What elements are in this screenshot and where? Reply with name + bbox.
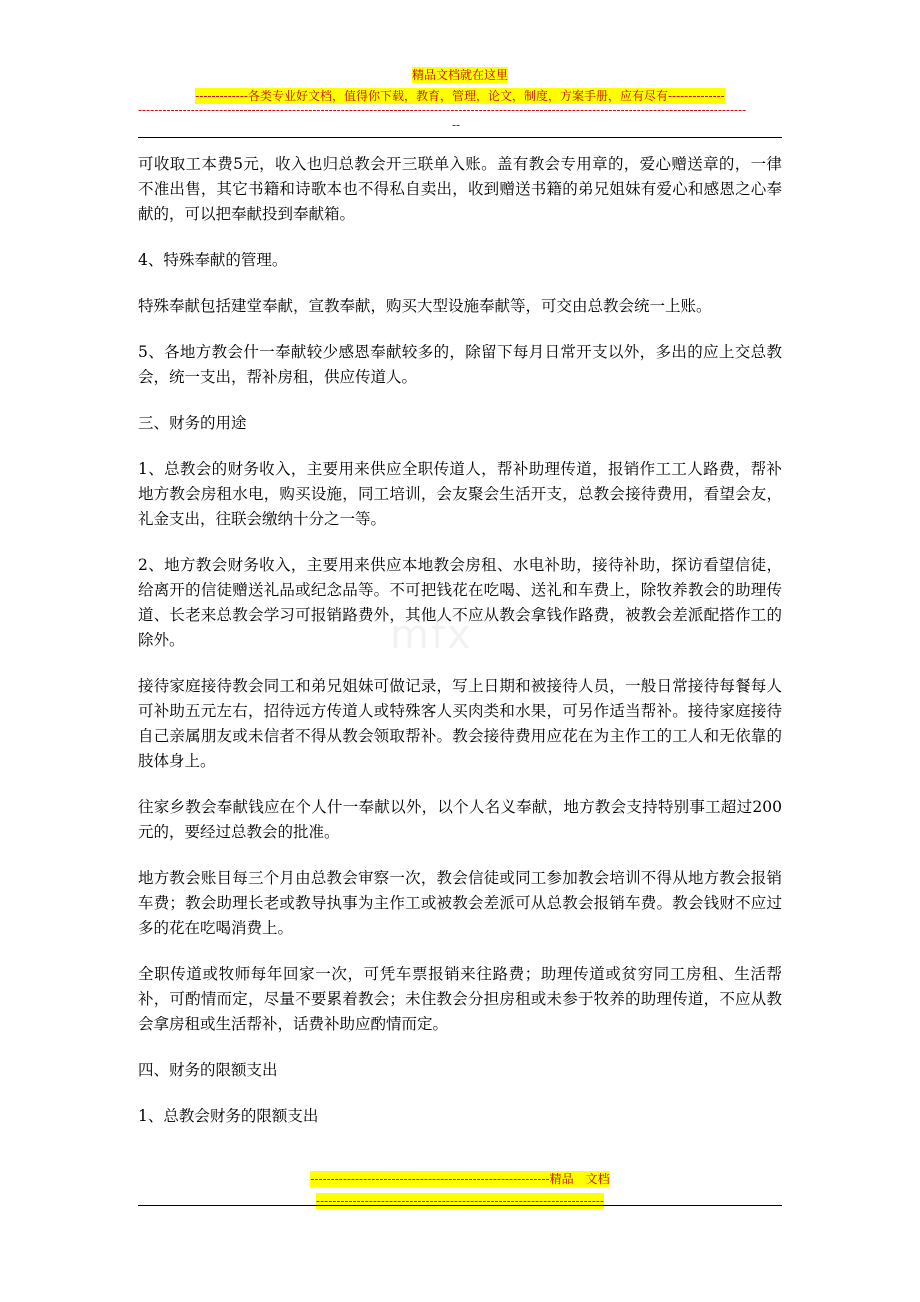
header-rule	[138, 137, 782, 138]
page-footer	[138, 1168, 782, 1209]
paragraph: 接待家庭接待教会同工和弟兄姐妹可做记录，写上日期和被接待人员，一般日常接待每餐每人可补助五元左右，招待远方传道人或特殊客人买肉类和水果，可另作适当帮补。接待家庭接待自己亲属朋友或未信者不得从教会领取帮补。教会接待费用应花在为主作工的工人和无依靠的肢体身上。	[138, 677, 782, 770]
section-heading: 三、财务的用途	[138, 414, 247, 432]
paragraph: 5、各地方教会什一奉献较少感恩奉献较多的，除留下每月日常开支以外，多出的应上交总教会，统一支出，帮补房租，供应传道人。	[138, 343, 782, 386]
paragraph: 往家乡教会奉献钱应在个人什一奉献以外，以个人名义奉献，地方教会支持特别事工超过200元的，要经过总教会的批准。	[138, 798, 782, 841]
paragraph: 全职传道或牧师每年回家一次，可凭车票报销来往路费；助理传道或贫穷同工房租、生活帮补，可酌情而定，尽量不要累着教会；未住教会分担房租或未参于牧养的助理传道，不应从教会拿房租或生活帮补，话费补助应酌情而定。	[138, 965, 782, 1033]
paragraph: 2、地方教会财务收入，主要用来供应本地教会房租、水电补助，接待补助，探访看望信徒，给离开的信徒赠送礼品或纪念品等。不可把钱花在吃喝、送礼和车费上，除牧养教会的助理传道、长老来总教会学习可报销路费外，其他人不应从教会拿钱作路费，被教会差派配搭作工的除外。	[138, 556, 782, 649]
footer-rule	[138, 1205, 782, 1206]
footer-line-1: -----------------------------------------------------------精品 文档	[310, 1172, 610, 1186]
document-body	[138, 152, 782, 1150]
header-dash-line: ------------------------------------------------------------------------------------------------------------------------------------------------------	[138, 103, 747, 117]
paragraph: 地方教会账目每三个月由总教会审察一次，教会信徒或同工参加教会培训不得从地方教会报销车费；教会助理长老或教导执事为主作工或被教会差派可从总教会报销车费。教会钱财不应过多的花在吃喝消费上。	[138, 869, 782, 937]
section-item-heading: 1、总教会财务的限额支出	[138, 1107, 319, 1125]
footer-line-2: -----------------------------------------------------------------------	[316, 1194, 604, 1208]
header-dash-tail: --	[452, 118, 461, 132]
section-heading: 四、财务的限额支出	[138, 1061, 278, 1079]
section-item-heading: 4、特殊奉献的管理。	[138, 251, 288, 269]
paragraph: 1、总教会的财务收入，主要用来供应全职传道人，帮补助理传道，报销作工工人路费，帮补地方教会房租水电，购买设施，同工培训，会友聚会生活开支，总教会接待费用，看望会友，礼金支出，往联会缴纳十分之一等。	[138, 460, 782, 528]
watermark: mfx	[390, 612, 473, 658]
header-title: 精品文档就在这里	[411, 68, 508, 82]
page-header	[138, 64, 782, 104]
paragraph: 可收取工本费5元，收入也归总教会开三联单入账。盖有教会专用章的，爱心赠送章的，一律不准出售，其它书籍和诗歌本也不得私自卖出，收到赠送书籍的弟兄姐妹有爱心和感恩之心奉献的，可以把奉献投到奉献箱。	[138, 155, 782, 223]
header-subtitle: -------------各类专业好文档，值得你下载，教育，管理，论文，制度，方案手册，应有尽有--------------	[195, 89, 725, 103]
paragraph: 特殊奉献包括建堂奉献，宣教奉献，购买大型设施奉献等，可交由总教会统一上账。	[138, 297, 712, 315]
